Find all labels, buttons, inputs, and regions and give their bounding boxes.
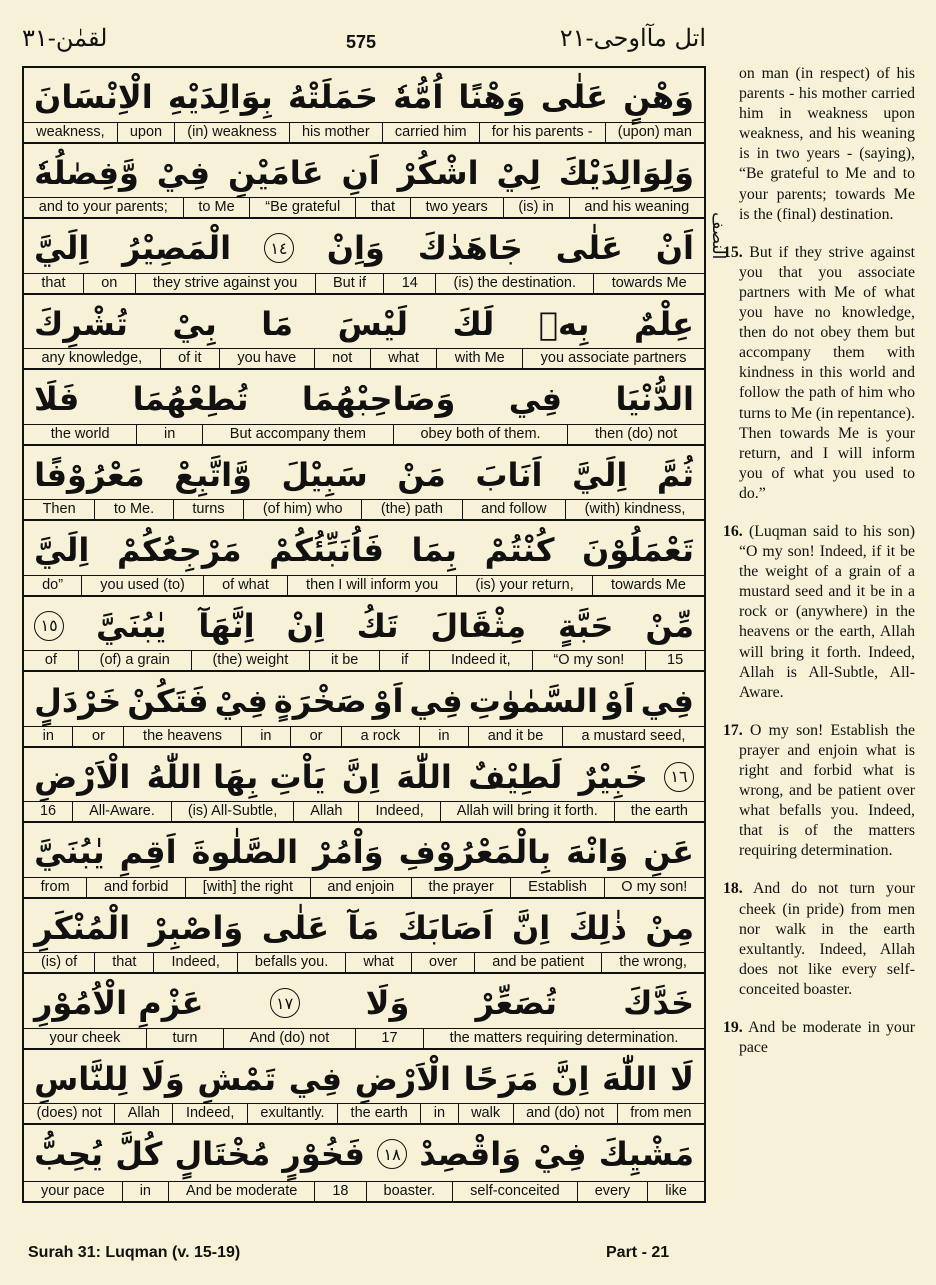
arabic-word: لَا	[670, 1059, 694, 1098]
english-gloss: befalls you.	[237, 953, 345, 972]
verse-text: And do not turn your cheek (in pride) from men nor walk in the earth exultantly. Indeed, Allah does not like every self-conceited boaster.	[739, 880, 915, 998]
arabic-word: اِنَّ	[511, 908, 551, 947]
english-gloss: walk	[458, 1104, 513, 1123]
arabic-word: وَاصْبِرْ	[148, 908, 244, 947]
arabic-word: فِيْ	[533, 1135, 587, 1173]
arabic-word: الْاَرْضِ	[34, 757, 131, 796]
english-gloss: to Me.	[94, 500, 173, 519]
arabic-word: الْاِنْسَانَ	[34, 78, 153, 116]
english-gloss: turns	[173, 500, 243, 519]
arabic-word: اِنْ	[286, 606, 325, 645]
english-gloss-row	[24, 348, 704, 368]
english-gloss: exultantly.	[247, 1104, 337, 1123]
english-gloss: with Me	[436, 349, 522, 368]
english-gloss: 18	[314, 1182, 365, 1201]
arabic-text	[24, 676, 704, 726]
verse-number: 19.	[723, 1019, 743, 1037]
arabic-word: تُصَعِّرْ	[475, 984, 558, 1022]
arabic-word: يَاْتِ بِهَا اللّٰهُ	[146, 757, 326, 796]
english-gloss: in	[420, 1104, 457, 1123]
arabic-word: بِيْ	[172, 304, 217, 343]
english-gloss: the earth	[337, 1104, 420, 1123]
verse-number: 16.	[723, 522, 743, 540]
english-gloss: the heavens	[123, 727, 240, 746]
english-gloss: and forbid	[86, 878, 185, 897]
english-gloss: towards Me	[593, 274, 704, 293]
footer-surah-label: Surah 31: Luqman (v. 15-19)	[28, 1244, 241, 1261]
english-gloss: Allah	[114, 1104, 172, 1123]
english-gloss: (in) weakness	[174, 123, 289, 142]
translation-continuation: on man (in respect) of his parents - his mother carried him in weakness upon weakness, and his weaning is in two years - (saying), “Be grateful to Me and to your parents; towards Me is the (final) destination.	[739, 65, 915, 223]
english-gloss: what	[345, 953, 411, 972]
english-gloss: (is) the destination.	[435, 274, 593, 293]
verse-number: 18.	[723, 880, 743, 898]
arabic-word: اِلَيَّ	[34, 229, 90, 267]
english-gloss: the world	[50, 425, 110, 442]
english-gloss: what	[370, 349, 437, 368]
english-gloss: Indeed,	[172, 1104, 246, 1123]
english-gloss: But if	[315, 274, 384, 293]
english-gloss: towards Me	[592, 576, 704, 595]
english-gloss: Allah	[293, 802, 358, 821]
english-gloss: 17	[355, 1029, 423, 1048]
arabic-word: اَنِ	[341, 153, 380, 192]
arabic-word: كُلَّ	[115, 1135, 163, 1173]
english-gloss: your pace	[40, 1182, 105, 1199]
english-gloss: and enjoin	[310, 878, 411, 897]
arabic-text	[24, 72, 704, 122]
english-gloss: (of) a grain	[78, 651, 191, 670]
english-gloss: like	[647, 1182, 704, 1201]
english-gloss: you used (to)	[81, 576, 203, 595]
arabic-word: سَبِيْلَ	[281, 455, 368, 494]
english-gloss: (of him) who	[243, 500, 361, 519]
english-gloss: you associate partners	[522, 349, 704, 368]
verse-text: And be moderate in your pace	[739, 1019, 915, 1057]
arabic-word: تُشْرِكَ	[34, 304, 128, 343]
side-marker-label: النصف	[708, 212, 728, 260]
english-gloss: they strive against you	[135, 274, 315, 293]
arabic-text	[24, 374, 704, 424]
english-gloss: your cheek	[49, 1029, 121, 1046]
arabic-word: فَتَكُنْ	[127, 682, 209, 720]
arabic-text	[24, 223, 704, 273]
arabic-word: مَرَحًا	[463, 1059, 539, 1098]
english-gloss: Indeed it,	[429, 651, 531, 670]
english-gloss: carried him	[382, 123, 479, 142]
arabic-word: وَّاتَّبِعْ	[174, 455, 253, 494]
english-gloss: then (do) not	[567, 425, 704, 444]
english-gloss: any knowledge,	[41, 350, 143, 366]
arabic-word: عَامَيْنِ	[228, 153, 324, 192]
arabic-word: وَهْنٍ	[623, 78, 694, 116]
english-gloss: the earth	[614, 802, 704, 821]
arabic-text	[24, 1054, 704, 1104]
english-gloss: in	[241, 727, 290, 746]
english-gloss: obey both of them.	[393, 425, 568, 444]
verse-line	[24, 899, 704, 975]
english-gloss: 15	[645, 651, 704, 670]
arabic-word: مَآ	[347, 908, 380, 947]
arabic-text	[24, 299, 704, 349]
english-gloss: (upon) man	[605, 123, 704, 142]
arabic-word: مِّنْ	[645, 606, 694, 645]
arabic-word: وَّفِصٰلُهٗ	[34, 153, 139, 192]
english-gloss: or	[72, 727, 123, 746]
english-gloss: and follow	[462, 500, 566, 519]
english-gloss: Indeed,	[153, 953, 236, 972]
english-gloss-row	[24, 801, 704, 821]
english-gloss: Establish	[510, 878, 603, 897]
arabic-word: الصَّلٰوةَ	[191, 833, 299, 871]
arabic-text	[24, 450, 704, 500]
english-gloss: 14	[383, 274, 435, 293]
arabic-word: حَمَلَتْهُ	[287, 78, 378, 116]
arabic-word: خَبِيْرٌ	[578, 757, 648, 796]
arabic-word: فِي	[409, 682, 463, 720]
arabic-word: تَعْمَلُوْنَ	[582, 531, 694, 569]
english-gloss: the wrong,	[601, 953, 704, 972]
arabic-word: تَكُ	[356, 606, 399, 645]
arabic-word: ذٰلِكَ	[568, 908, 627, 947]
arabic-word: اشْكُرْ	[397, 153, 479, 192]
english-gloss: that	[355, 198, 410, 217]
arabic-word: خَدَّكَ	[623, 984, 694, 1022]
english-gloss: weakness,	[36, 123, 105, 140]
arabic-word: وَصَاحِبْهُمَا	[301, 380, 456, 418]
english-gloss: every	[577, 1182, 648, 1201]
english-gloss-row	[24, 877, 704, 897]
arabic-text	[24, 903, 704, 953]
english-gloss: from men	[617, 1104, 704, 1123]
ayah-number-marker: ١٨	[377, 1139, 407, 1169]
arabic-word: الدُّنْيَا	[615, 380, 694, 418]
english-gloss: you have	[219, 349, 314, 368]
arabic-word: لَطِيْفٌ	[468, 757, 563, 796]
verse-text: O my son! Establish the prayer and enjoin what is right and forbid what is wrong, and be patient over what befalls you. Indeed, that is of the matters requiring determination.	[739, 721, 915, 860]
english-gloss: in	[42, 727, 54, 744]
english-gloss: and (do) not	[513, 1104, 617, 1123]
arabic-text	[24, 978, 704, 1028]
arabic-text	[24, 148, 704, 198]
ayah-number-marker: ١٥	[34, 611, 64, 641]
arabic-word: اُمُّهٗ	[393, 78, 444, 116]
arabic-word: حَبَّةٍ	[557, 606, 614, 645]
arabic-word: الْمُنْكَرِ	[34, 908, 131, 947]
arabic-word: لَكَ	[452, 304, 495, 343]
arabic-word: صَخْرَةٍ	[273, 682, 367, 720]
arabic-word: اِلَيَّ	[572, 455, 628, 494]
arabic-word: مِثْقَالَ	[430, 606, 527, 645]
arabic-word: وَاقْصِدْ	[419, 1135, 522, 1173]
english-gloss: on	[83, 274, 135, 293]
english-gloss: that	[94, 953, 153, 972]
english-gloss: in	[419, 727, 468, 746]
arabic-text	[24, 1129, 704, 1179]
arabic-word: اَوْ	[372, 682, 404, 720]
arabic-word: عَلٰى	[540, 78, 608, 116]
arabic-word: لِلنَّاسِ	[34, 1059, 129, 1098]
verse-line	[24, 974, 704, 1050]
english-gloss: and it be	[468, 727, 562, 746]
arabic-word: خَرْدَلٍ	[34, 682, 122, 720]
arabic-word: اِنَّ	[341, 757, 381, 796]
english-gloss-row	[24, 424, 704, 444]
translation-verse	[723, 243, 915, 504]
arabic-word: يُحِبُّ	[34, 1135, 104, 1173]
arabic-word: اِلَيَّ	[34, 531, 90, 569]
arabic-word: فِي	[508, 380, 563, 418]
english-gloss: over	[411, 953, 474, 972]
verse-text: But if they strive against you that you associate partners with Me of what you have no knowledge, then do not obey them but accompany them with kindness in this world and follow the path of him who turns to Me (in repentance). Then towards Me is your return, and I will inform you of what you used to do.”	[739, 243, 915, 502]
english-gloss-row	[24, 1181, 704, 1201]
english-gloss-row	[24, 273, 704, 293]
arabic-word: اَنْ	[655, 229, 694, 267]
arabic-word: لِيْ	[496, 153, 541, 192]
arabic-word: اللّٰهَ	[396, 757, 452, 796]
translation-verse	[723, 1018, 915, 1058]
english-gloss: But accompany them	[202, 425, 393, 444]
english-gloss: (is) of	[40, 954, 78, 970]
english-gloss-row	[24, 952, 704, 972]
verse-line	[24, 597, 704, 673]
verse-line	[24, 219, 704, 295]
footer-part-label: Part - 21	[606, 1244, 670, 1261]
translation-verse	[723, 879, 915, 1000]
ayah-number-marker: ١٧	[270, 988, 300, 1018]
arabic-word: يٰبُنَيَّ	[96, 606, 167, 645]
arabic-word: تُطِعْهُمَا	[132, 380, 249, 418]
arabic-word: فِيْ	[214, 682, 268, 720]
english-gloss: [with] the right	[185, 878, 310, 897]
english-gloss: All-Aware.	[72, 802, 171, 821]
header-juz-arabic: اتل مآاوحى-٢١	[559, 24, 706, 52]
english-gloss: and to your parents;	[38, 199, 168, 215]
arabic-word: فِي	[640, 682, 694, 720]
english-gloss: his mother	[289, 123, 382, 142]
arabic-text	[24, 601, 704, 651]
arabic-word: بِالْمَعْرُوْفِ	[398, 833, 552, 871]
arabic-word: عَلٰى	[555, 229, 623, 267]
arabic-word: بِوَالِدَيْهِ	[167, 78, 273, 116]
page-number: 575	[346, 32, 377, 52]
english-gloss: “O my son!	[532, 651, 646, 670]
arabic-word: اِنَّهَآ	[198, 606, 255, 645]
arabic-text	[24, 525, 704, 575]
ayah-number-marker: ١٦	[664, 762, 694, 792]
arabic-text	[24, 752, 704, 802]
english-gloss: that	[41, 274, 66, 291]
arabic-word: فِي	[288, 1059, 343, 1098]
verse-text: (Luqman said to his son) “O my son! Indeed, if it be the weight of a grain of a mustard seed and it be in a rock or (anywhere) in the heavens or the earth, Allah will bring it forth. Indeed, Allah is All-Subtle, All-Aware.	[739, 522, 916, 701]
english-gloss: if	[379, 651, 429, 670]
verse-line	[24, 68, 704, 144]
arabic-word: اِنَّ	[551, 1059, 590, 1098]
verse-line	[24, 1050, 704, 1126]
arabic-word: تَمْشِ	[197, 1059, 277, 1098]
arabic-word: عَزْمِ الْاُمُوْرِ	[34, 984, 204, 1022]
arabic-word: اَصَابَكَ	[397, 908, 494, 947]
english-gloss: Indeed,	[358, 802, 439, 821]
verse-line	[24, 144, 704, 220]
verse-line	[24, 1125, 704, 1201]
english-gloss: self-conceited	[452, 1182, 577, 1201]
arabic-word: بِهٖ	[538, 304, 590, 343]
arabic-word: وَاْمُرْ	[313, 833, 384, 871]
arabic-word: مَشْيِكَ	[598, 1135, 694, 1173]
english-gloss: of	[44, 652, 57, 668]
verse-line	[24, 295, 704, 371]
english-gloss: And be moderate	[168, 1182, 314, 1201]
arabic-word: مَا	[261, 304, 294, 343]
arabic-word: اللّٰهَ	[602, 1059, 658, 1098]
arabic-word: ثُمَّ	[656, 455, 694, 494]
english-gloss: and be patient	[474, 953, 601, 972]
english-gloss: boaster.	[366, 1182, 453, 1201]
english-gloss: 16	[39, 803, 57, 819]
english-gloss: (is) in	[503, 198, 569, 217]
english-gloss: And (do) not	[223, 1029, 355, 1048]
english-gloss: (the) weight	[191, 651, 309, 670]
english-gloss-row	[24, 726, 704, 746]
english-gloss: (is) your return,	[456, 576, 592, 595]
english-gloss: (the) path	[361, 500, 461, 519]
english-gloss: (does) not	[36, 1105, 102, 1121]
english-gloss-row	[24, 650, 704, 670]
arabic-word: عَلٰى	[261, 908, 330, 947]
english-gloss: in	[122, 1182, 168, 1201]
english-gloss: in	[136, 425, 202, 444]
arabic-word: الْمَصِيْرُ	[122, 229, 232, 267]
english-gloss: (is) All-Subtle,	[171, 802, 293, 821]
verse-number: 15.	[723, 243, 743, 261]
translation-column	[723, 64, 915, 1076]
english-gloss: of it	[160, 349, 219, 368]
english-gloss-row	[24, 499, 704, 519]
verse-number: 17.	[723, 721, 743, 739]
verse-line	[24, 446, 704, 522]
arabic-word: السَّمٰوٰتِ	[468, 682, 598, 720]
arabic-word: لَيْسَ	[337, 304, 408, 343]
verse-line	[24, 521, 704, 597]
verse-line	[24, 370, 704, 446]
english-gloss: of what	[203, 576, 287, 595]
arabic-word: اَنَابَ	[475, 455, 543, 494]
english-gloss-row	[24, 197, 704, 217]
arabic-word: عِلْمٌ	[633, 304, 694, 343]
arabic-word: مَرْجِعُكُمْ	[116, 531, 242, 569]
english-gloss: (with) kindness,	[565, 500, 704, 519]
english-gloss: the prayer	[411, 878, 511, 897]
english-gloss: the matters requiring determination.	[423, 1029, 704, 1048]
arabic-word: فِيْ	[156, 153, 211, 192]
verse-line	[24, 672, 704, 748]
arabic-word: فَخُوْرٍ	[282, 1135, 365, 1173]
english-gloss: Then	[42, 501, 76, 517]
english-gloss: turn	[146, 1029, 223, 1048]
english-gloss: it be	[309, 651, 379, 670]
translation-verse	[723, 522, 915, 703]
english-gloss-row	[24, 1028, 704, 1048]
verse-line	[24, 823, 704, 899]
arabic-word: وَلَا	[141, 1059, 185, 1098]
arabic-word: الْاَرْضِ	[354, 1059, 452, 1098]
verse-line	[24, 748, 704, 824]
arabic-word: وَاِنْ	[326, 229, 385, 267]
arabic-word: وَلِوَالِدَيْكَ	[558, 153, 694, 192]
english-gloss: to Me	[183, 198, 250, 217]
english-gloss-row	[24, 575, 704, 595]
english-gloss: or	[290, 727, 341, 746]
arabic-word: مَعْرُوْفًا	[34, 455, 145, 494]
english-gloss: and his weaning	[569, 198, 704, 217]
english-gloss: do”	[42, 576, 64, 593]
arabic-word: بِمَا	[411, 531, 458, 569]
arabic-word: مِنْ	[645, 908, 694, 947]
arabic-word: جَاهَدٰكَ	[417, 229, 523, 267]
ayah-number-marker: ١٤	[264, 233, 294, 263]
arabic-word: مُخْتَالٍ	[174, 1135, 271, 1173]
english-gloss: upon	[117, 123, 174, 142]
english-gloss: not	[314, 349, 370, 368]
arabic-word: عَنِ	[643, 833, 694, 871]
arabic-word: اَقِمِ	[119, 833, 177, 871]
english-gloss: from	[40, 878, 70, 895]
arabic-word: وَانْهَ	[566, 833, 629, 871]
arabic-word: فَلَا	[34, 380, 80, 418]
english-gloss: Allah will bring it forth.	[440, 802, 614, 821]
english-gloss: a rock	[341, 727, 419, 746]
arabic-word: وَلَا	[365, 984, 410, 1022]
word-by-word-grid	[22, 66, 706, 1203]
english-gloss: a mustard seed,	[562, 727, 704, 746]
english-gloss-row	[24, 122, 704, 142]
arabic-text	[24, 827, 704, 877]
arabic-word: كُنْتُمْ	[484, 531, 555, 569]
arabic-word: يٰبُنَيَّ	[34, 833, 105, 871]
arabic-word: مَنْ	[397, 455, 446, 494]
translation-verse	[723, 721, 915, 862]
arabic-word: وَهْنًا	[458, 78, 526, 116]
english-gloss: “Be grateful	[249, 198, 355, 217]
header-surah-arabic: لقمٰن-٣١	[22, 24, 108, 52]
english-gloss: O my son!	[604, 878, 704, 897]
english-gloss: then I will inform you	[287, 576, 456, 595]
english-gloss: for his parents -	[479, 123, 605, 142]
arabic-word: اَوْ	[603, 682, 635, 720]
arabic-word: فَاُنَبِّئُكُمْ	[269, 531, 384, 569]
english-gloss-row	[24, 1103, 704, 1123]
english-gloss: two years	[410, 198, 503, 217]
